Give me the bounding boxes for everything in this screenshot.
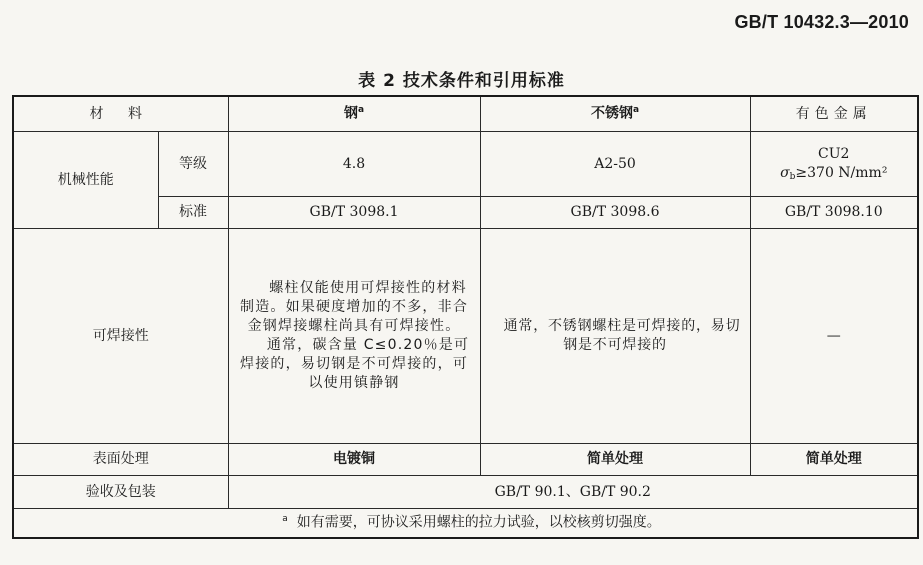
surface-label: 表面处理 bbox=[13, 444, 228, 476]
footnote bbox=[13, 509, 918, 539]
stainless-standard: GB/T 3098.6 bbox=[480, 197, 750, 229]
acceptance-row bbox=[13, 476, 918, 509]
footnote-text: 如有需要，可协议采用螺柱的拉力试验，以校核剪切强度。 bbox=[296, 514, 661, 531]
header-row bbox=[13, 96, 918, 132]
header-stainless: 不锈钢$^a$ bbox=[480, 96, 750, 132]
stainless-surface: 简单处理 bbox=[480, 444, 750, 476]
nonferrous-weldability: — bbox=[750, 229, 918, 444]
acceptance-label: 验收及包装 bbox=[13, 476, 228, 509]
nonferrous-grade: CU2 $\sigma_b\ge 370$ N/mm² bbox=[750, 132, 918, 197]
steel-surface: 电镀铜 bbox=[228, 444, 480, 476]
mechanical-grade-row bbox=[13, 132, 918, 197]
table-title: 表 2 技术条件和引用标准 bbox=[358, 71, 565, 91]
surface-row bbox=[13, 444, 918, 476]
stainless-grade: A2-50 bbox=[480, 132, 750, 197]
nonferrous-surface: 简单处理 bbox=[750, 444, 918, 476]
specification-table bbox=[12, 95, 919, 539]
header-material: 材 料 bbox=[13, 96, 228, 132]
footnote-mark: a bbox=[282, 514, 288, 525]
steel-standard: GB/T 3098.1 bbox=[228, 197, 480, 229]
grade-label: 等级 bbox=[158, 132, 228, 197]
stainless-weldability: 通常，不锈钢螺柱是可焊接的，易切钢是不可焊接的 bbox=[480, 229, 750, 444]
header-nonferrous: 有色金属 bbox=[750, 96, 918, 132]
nonferrous-standard: GB/T 3098.10 bbox=[750, 197, 918, 229]
steel-grade: 4.8 bbox=[228, 132, 480, 197]
footnote-row bbox=[13, 509, 918, 539]
standard-label: 标准 bbox=[158, 197, 228, 229]
acceptance-value: GB/T 90.1、GB/T 90.2 bbox=[228, 476, 918, 509]
weldability-label: 可焊接性 bbox=[13, 229, 228, 444]
document-code: GB/T 10432.3—2010 bbox=[734, 12, 909, 32]
steel-weldability: 螺柱仅能使用可焊接性的材料制造。如果硬度增加的不多，非合金钢焊接螺柱尚具有可焊接性。 通常，碳含量 C≤0.20％是可焊接的，易切钢是不可焊接的，可以使用镇静钢 bbox=[228, 229, 480, 444]
mechanical-label: 机械性能 bbox=[13, 132, 158, 229]
header-steel: 钢$^a$ bbox=[228, 96, 480, 132]
weldability-row bbox=[13, 229, 918, 444]
